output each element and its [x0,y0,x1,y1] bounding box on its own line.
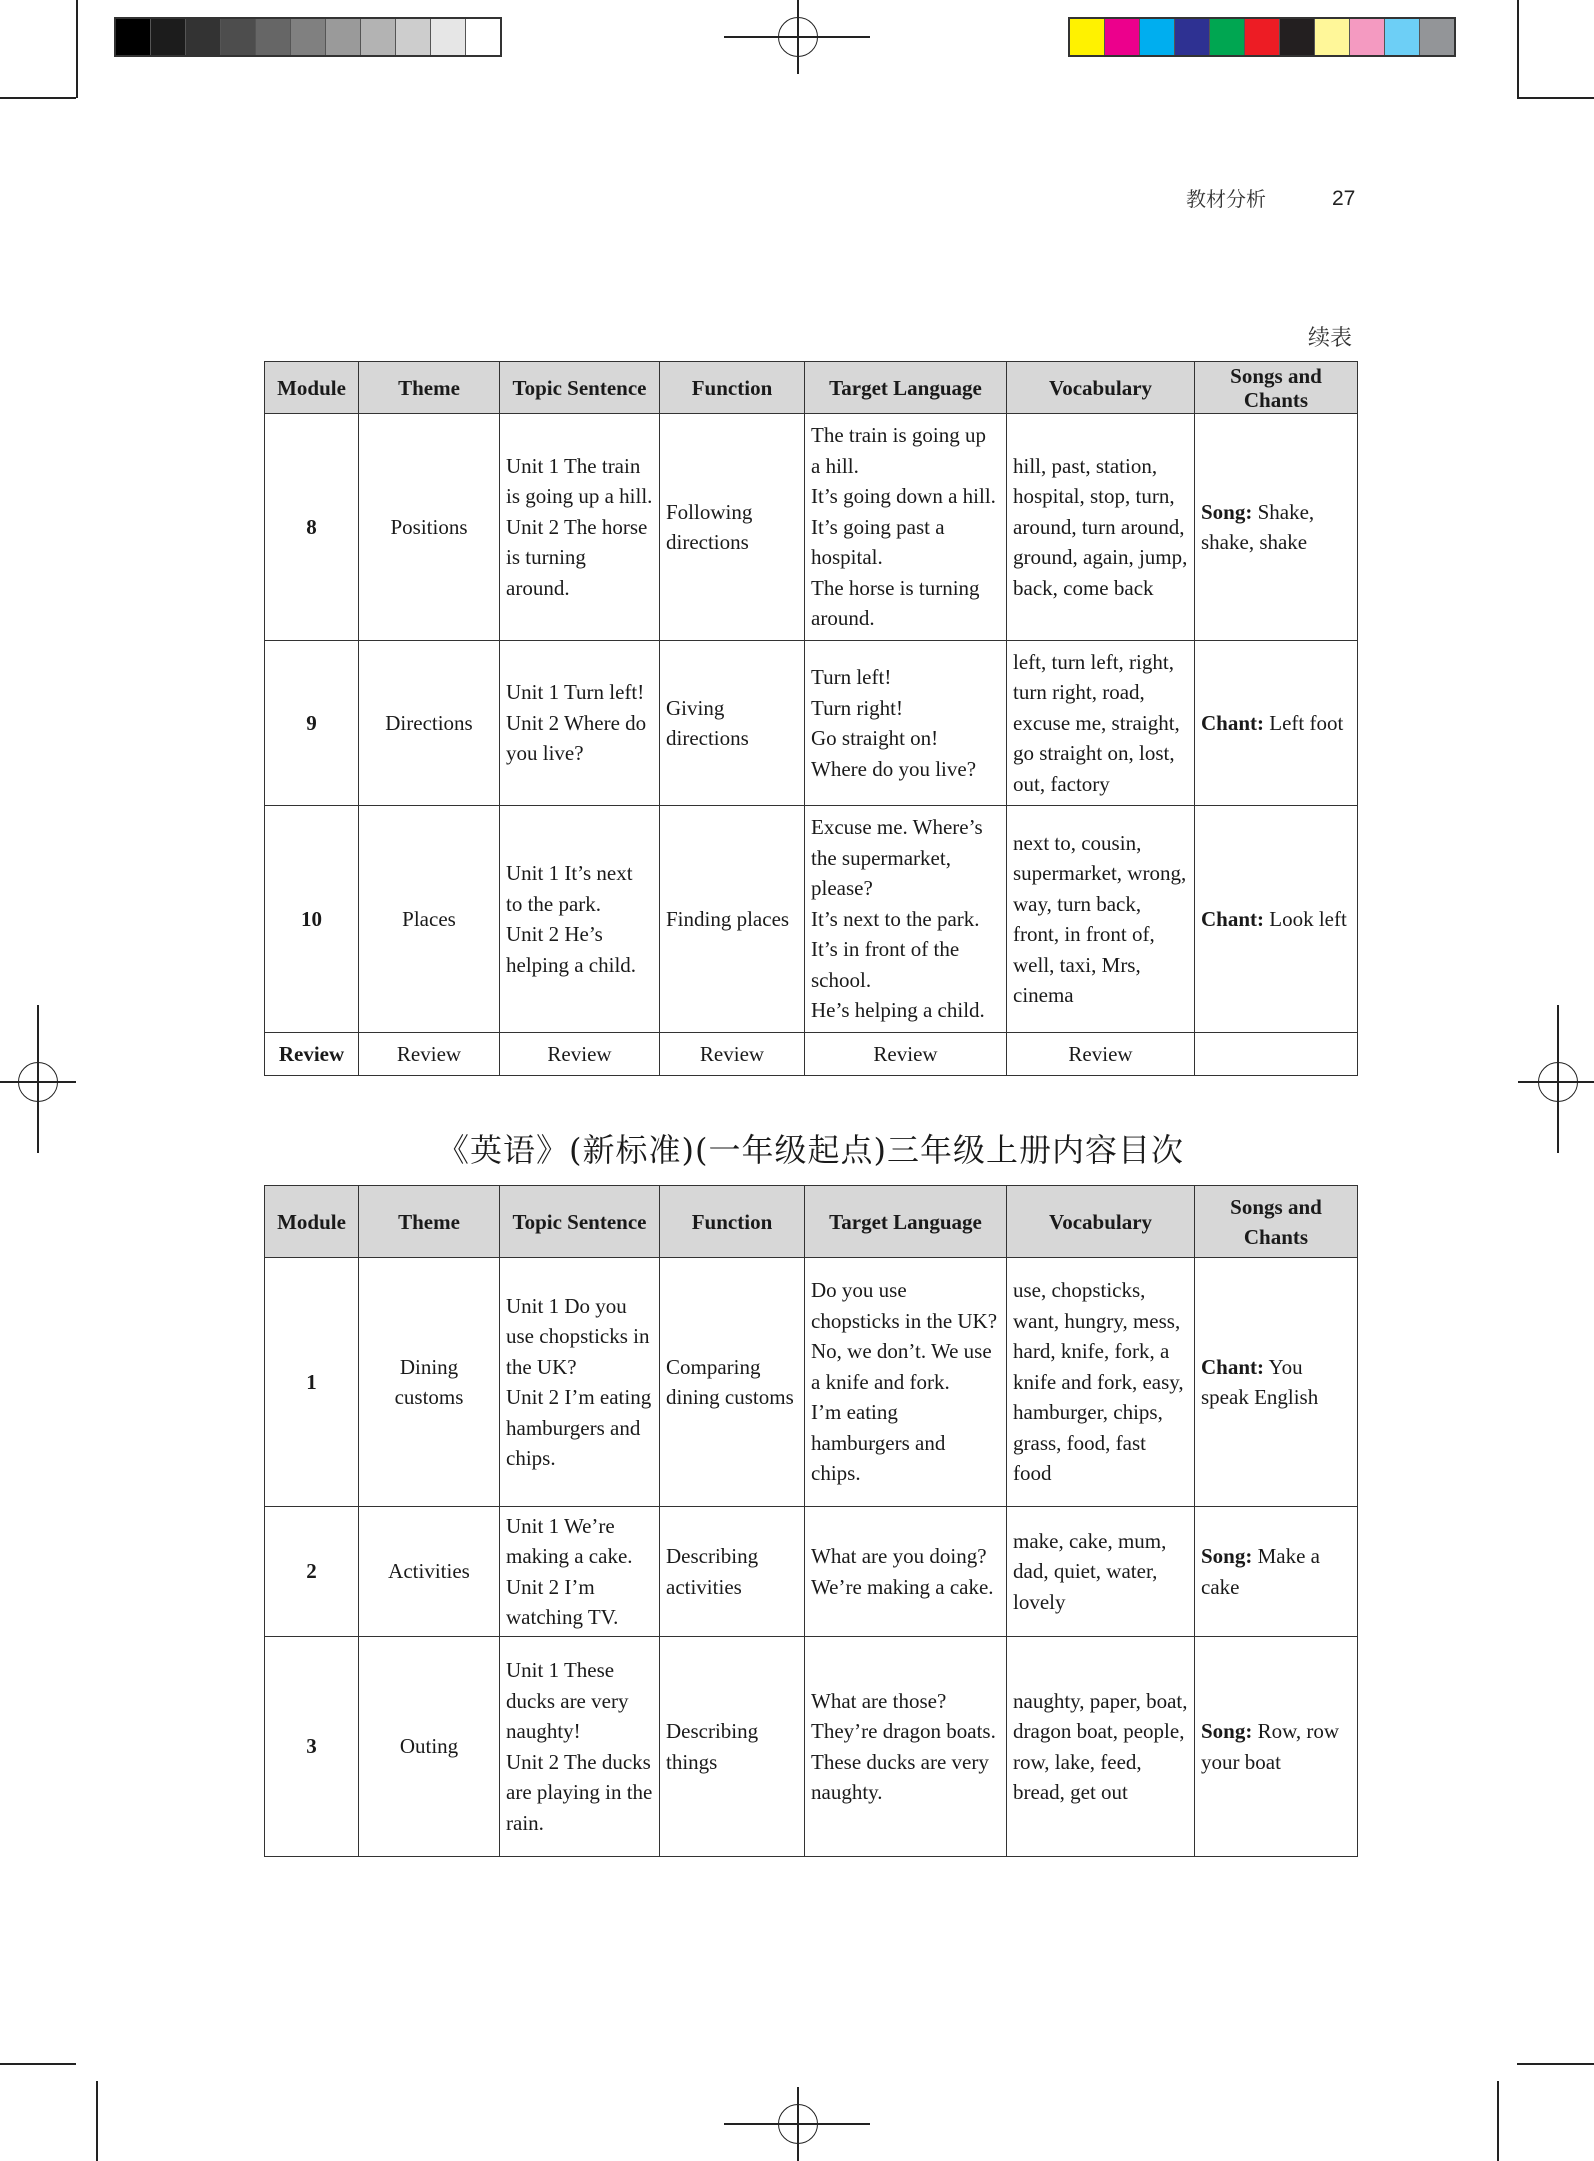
module-table-grade3-vol1 [264,1185,1358,1857]
gray-swatch [431,19,466,55]
vocabulary-cell: use, chopsticks, want, hungry, mess, hard, knife, fork, a knife and fork, easy, hamburger, chips, grass, food, fast food [1007,1258,1195,1507]
topic-sentence-cell-line: Unit 1 The train is going up a hill. [506,453,653,509]
module-number: 1 [265,1258,359,1507]
target-language-cell-line: Go straight on! [811,726,939,750]
review-topic-cell: Review [500,1033,660,1076]
continued-label: 续表 [1308,326,1353,351]
gray-swatch [326,19,361,55]
theme-cell: Dining customs [359,1258,500,1507]
color-swatch [1385,19,1420,55]
topic-sentence-cell-line: Unit 2 The ducks are playing in the rain. [506,1749,653,1835]
target-language-cell-line: The horse is turning around. [811,575,980,631]
gray-swatch [291,19,326,55]
song-title: Shake, shake, shake [1201,499,1315,554]
table-row [265,414,1358,641]
function-cell: Following directions [660,414,805,641]
column-header-topic-sentence: Topic Sentence [500,1186,660,1258]
song-type-label: Song: [1201,1719,1253,1743]
target-language-cell-line: Where do you live? [811,756,977,781]
function-cell: Describing activities [660,1507,805,1637]
column-header-function: Function [660,1186,805,1258]
topic-sentence-cell-line: Unit 1 Turn left! [506,680,645,705]
topic-sentence-cell-line: Unit 1 These ducks are very naughty! [506,1658,629,1743]
song-title: Row, row your boat [1201,1719,1340,1774]
target-language-cell-line: It’s going down a hill. [811,484,996,509]
song-title: Make a cake [1201,1544,1320,1599]
target-language-cell-line: It’s in front of the school. [811,937,960,992]
grayscale-color-bar [114,17,502,57]
topic-sentence-cell-line: Unit 1 We’re making a cake. [506,1513,633,1568]
topic-sentence-cell [500,1637,660,1857]
color-swatch [1420,19,1454,55]
topic-sentence-cell-line: Unit 2 The horse is turning around. [506,514,648,600]
color-swatch [1210,19,1245,55]
column-header-vocabulary: Vocabulary [1007,1186,1195,1258]
target-language-cell-line: Turn right! [811,695,903,720]
song-type-label: Chant: [1201,710,1265,735]
column-header-function: Function [660,362,805,414]
theme-cell: Outing [359,1637,500,1857]
target-language-cell-line: It’s going past a hospital. [811,514,945,570]
gray-swatch [466,19,500,55]
review-theme-cell: Review [359,1033,500,1076]
column-header-topic-sentence: Topic Sentence [500,362,660,414]
topic-sentence-cell [500,1258,660,1507]
review-vocabulary-cell: Review [1007,1033,1195,1076]
vocabulary-cell: hill, past, station, hospital, stop, turn, around, turn around, ground, again, jump, back, come back [1007,414,1195,641]
theme-cell: Places [359,806,500,1033]
song-type-label: Chant: [1201,906,1265,931]
target-language-cell-line: Excuse me. Where’s the supermarket, please? [811,815,983,901]
target-language-cell-line: The train is going up a hill. [811,423,986,478]
song-type-label: Song: [1201,499,1253,524]
function-cell: Finding places [660,806,805,1033]
target-language-cell-line: They’re dragon boats. [811,1719,996,1743]
module-number: 2 [265,1507,359,1637]
color-swatch [1315,19,1350,55]
column-header-target-language: Target Language [805,1186,1007,1258]
gray-swatch [221,19,256,55]
gray-swatch [256,19,291,55]
target-language-cell [805,1507,1007,1637]
review-songs-cell [1195,1033,1358,1076]
target-language-cell-line: No, we don’t. We use a knife and fork. [811,1339,992,1394]
target-language-cell [805,1637,1007,1857]
song-type-label: Chant: [1201,1354,1265,1379]
review-function-cell: Review [660,1033,805,1076]
topic-sentence-cell [500,806,660,1033]
review-module-cell: Review [265,1033,359,1076]
song-title: Look left [1269,906,1347,931]
table-row [265,1637,1358,1857]
color-swatch [1245,19,1280,55]
table-header-row [265,1186,1358,1258]
review-target-cell: Review [805,1033,1007,1076]
theme-cell: Positions [359,414,500,641]
gray-swatch [361,19,396,55]
column-header-songs-and-chants: Songs and Chants [1195,1186,1358,1258]
songs-chants-cell [1195,641,1358,806]
running-head: 教材分析 [1186,187,1266,211]
column-header-module: Module [265,1186,359,1258]
songs-chants-cell [1195,1258,1358,1507]
table-row [265,1507,1358,1637]
song-title: Left foot [1269,710,1344,735]
topic-sentence-cell-line: Unit 2 Where do you live? [506,710,647,766]
target-language-cell-line: We’re making a cake. [811,1574,994,1599]
vocabulary-cell: naughty, paper, boat, dragon boat, people, row, lake, feed, bread, get out [1007,1637,1195,1857]
table-header-row [265,362,1358,414]
topic-sentence-cell-line: Unit 1 It’s next to the park. [506,861,633,916]
review-row [265,1033,1358,1076]
target-language-cell-line: What are those? [811,1688,947,1713]
column-header-songs-and-chants: Songs and Chants [1195,362,1358,414]
songs-chants-cell [1195,1507,1358,1637]
theme-cell: Directions [359,641,500,806]
module-table-continued [264,361,1358,1076]
color-swatch [1175,19,1210,55]
topic-sentence-cell-line: Unit 2 I’m eating hamburgers and chips. [506,1385,652,1470]
table-row [265,806,1358,1033]
page-number: 27 [1332,187,1356,210]
vocabulary-cell: make, cake, mum, dad, quiet, water, lovely [1007,1507,1195,1637]
color-swatch [1070,19,1105,55]
process-color-bar [1068,17,1456,57]
table-row [265,641,1358,806]
topic-sentence-cell-line: Unit 2 I’m watching TV. [506,1574,619,1629]
topic-sentence-cell [500,1507,660,1637]
song-type-label: Song: [1201,1544,1253,1568]
target-language-cell-line: Turn left! [811,665,892,689]
target-language-cell [805,1258,1007,1507]
song-title: You speak English [1201,1354,1319,1409]
column-header-theme: Theme [359,362,500,414]
module-number: 8 [265,414,359,641]
column-header-vocabulary: Vocabulary [1007,362,1195,414]
theme-cell: Activities [359,1507,500,1637]
function-cell: Comparing dining customs [660,1258,805,1507]
topic-sentence-cell [500,641,660,806]
module-number: 10 [265,806,359,1033]
target-language-cell [805,806,1007,1033]
gray-swatch [116,19,151,55]
column-header-module: Module [265,362,359,414]
gray-swatch [186,19,221,55]
color-swatch [1140,19,1175,55]
color-swatch [1105,19,1140,55]
target-language-cell-line: I’m eating hamburgers and chips. [811,1400,946,1486]
topic-sentence-cell-line: Unit 2 He’s helping a child. [506,922,637,977]
target-language-cell [805,414,1007,641]
color-swatch [1280,19,1315,55]
gray-swatch [151,19,186,55]
target-language-cell-line: These ducks are very naughty. [811,1749,989,1804]
songs-chants-cell [1195,806,1358,1033]
songs-chants-cell [1195,1637,1358,1857]
vocabulary-cell: left, turn left, right, turn right, road, excuse me, straight, go straight on, lost, out, factory [1007,641,1195,806]
target-language-cell-line: It’s next to the park. [811,906,980,931]
songs-chants-cell [1195,414,1358,641]
section-title: 《英语》(新标准)(一年级起点)三年级上册内容目次 [437,1131,1184,1169]
topic-sentence-cell-line: Unit 1 Do you use chopsticks in the UK? [506,1293,650,1379]
target-language-cell-line: What are you doing? [811,1544,987,1568]
vocabulary-cell: next to, cousin, supermarket, wrong, way, turn back, front, in front of, well, taxi, Mrs, cinema [1007,806,1195,1033]
function-cell: Describing things [660,1637,805,1857]
module-number: 3 [265,1637,359,1857]
target-language-cell [805,641,1007,806]
topic-sentence-cell [500,414,660,641]
color-swatch [1350,19,1385,55]
module-number: 9 [265,641,359,806]
target-language-cell-line: He’s helping a child. [811,998,985,1023]
column-header-target-language: Target Language [805,362,1007,414]
column-header-theme: Theme [359,1186,500,1258]
function-cell: Giving directions [660,641,805,806]
table-row [265,1258,1358,1507]
target-language-cell-line: Do you use chopsticks in the UK? [811,1278,998,1333]
gray-swatch [396,19,431,55]
